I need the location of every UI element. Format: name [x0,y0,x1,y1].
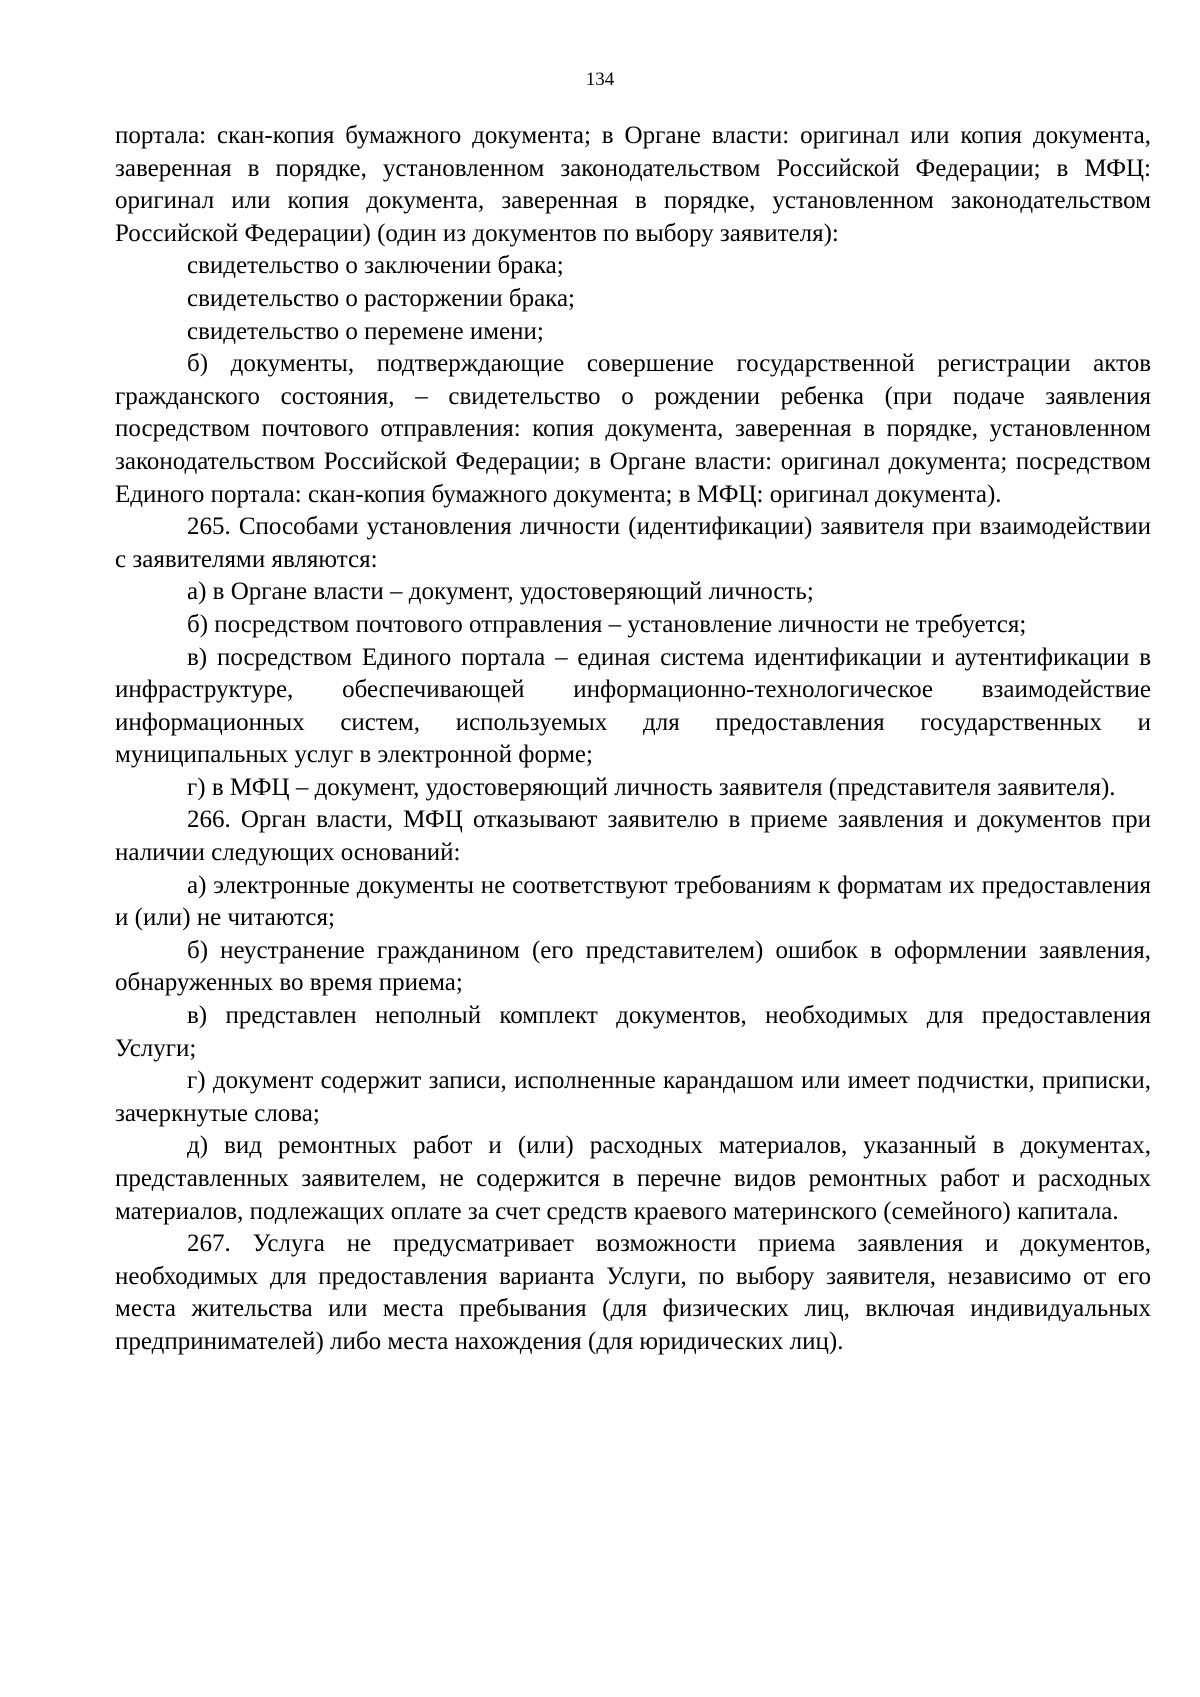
paragraph-265-v: в) посредством Единого портала – единая система идентификации и аутентификации в инфраструктуре, обеспечивающей информационно-технологическое взаимодействие информационных систем, используемых для предоставления государственных и муниципальных услуг в электронной форме; [115,643,1151,769]
page-number: 134 [585,69,615,90]
paragraph-267: 267. Услуга не предусматривает возможности приема заявления и документов, необходимых для предоставления варианта Услуги, по выбору заявителя, независимо от его места жительства или места пребывания (для физических лиц, включая индивидуальных предпринимателей) либо места нахождения (для юридических лиц). [115,1230,1151,1355]
paragraph-266-b: б) неустранение гражданином (его представителем) ошибок в оформлении заявления, обнаруженных во время приема; [115,936,1151,997]
paragraph-265: 265. Способами установления личности (идентификации) заявителя при взаимодействии с заявителями являются: [115,513,1151,573]
list-item-divorce-certificate: свидетельство о расторжении брака; [187,284,575,312]
paragraph-266-g: г) документ содержит записи, исполненные карандашом или имеет подчистки, приписки, зачеркнутые слова; [115,1067,1151,1127]
paragraph-265-b: б) посредством почтового отправления – установление личности не требуется; [187,610,1027,638]
list-item-marriage-certificate: свидетельство о заключении брака; [187,252,564,280]
paragraph-266-d: д) вид ремонтных работ и (или) расходных материалов, указанный в документах, представленных заявителем, не содержится в перечне видов ремонтных работ и расходных материалов, подлежащих оплате за счет средств краевого материнского (семейного) капитала. [115,1132,1151,1225]
paragraph-266-a: а) электронные документы не соответствуют требованиям к форматам их предоставления и (или) не читаются; [115,871,1151,932]
paragraph-item-b-civil-registration: б) документы, подтверждающие совершение государственной регистрации актов гражданского состояния, – свидетельство о рождении ребенка (при подаче заявления посредством почтового отправления: копия документа, заверенная в порядке, установленном законодательством Российской Федерации; в Органе власти: оригинал документа; посредством Единого портала: скан-копия бумажного документа; в МФЦ: оригинал документа). [115,350,1151,508]
paragraph-266: 266. Орган власти, МФЦ отказывают заявителю в приеме заявления и документов при наличии следующих оснований: [115,806,1151,867]
paragraph-continuation: портала: скан-копия бумажного документа; в Органе власти: оригинал или копия документа, заверенная в порядке, установленном законодательством Российской Федерации; в МФЦ: оригинал или копия документа, заверенная в порядке, установленном законодательством Российской Федерации) (один из документов по выбору заявителя): [115,122,1151,247]
paragraph-266-v: в) представлен неполный комплект документов, необходимых для предоставления Услуги; [115,1002,1151,1062]
document-body [115,120,1151,1359]
paragraph-265-g: г) в МФЦ – документ, удостоверяющий личность заявителя (представителя заявителя). [187,773,1116,801]
list-item-name-change-certificate: свидетельство о перемене имени; [187,317,544,345]
paragraph-265-a: а) в Органе власти – документ, удостоверяющий личность; [187,578,814,606]
